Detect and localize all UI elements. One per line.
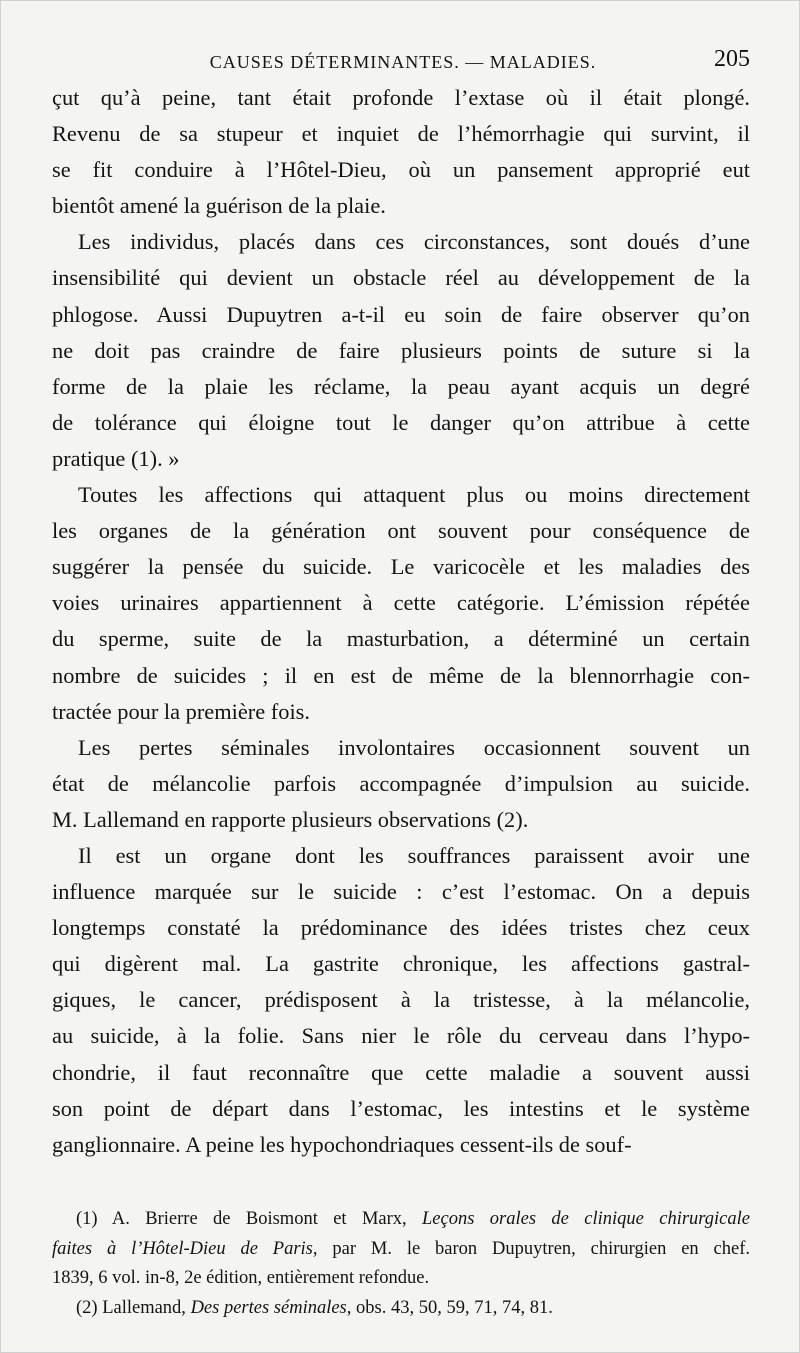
text-line: M. Lallemand en rapporte plusieurs observations (2). <box>52 806 529 832</box>
text-line: Revenu de sa stupeur et inquiet de l’hémorrhagie qui survint, il <box>52 121 750 147</box>
text-line: chondrie, il faut reconnaître que cette maladie a souvent aussi <box>52 1059 750 1085</box>
text-line: ganglionnaire. A peine les hypochondriaques cessent-ils de souf- <box>52 1131 632 1157</box>
text-line: giques, le cancer, prédisposent à la tristesse, à la mélancolie, <box>52 987 750 1013</box>
text-line: çut qu’à peine, tant était profonde l’extase où il était plongé. <box>52 85 750 110</box>
page-number: 205 <box>714 46 750 72</box>
text-line: influence marquée sur le suicide : c’est l’estomac. On a depuis <box>52 879 750 905</box>
footnote-1-line-3: 1839, 6 vol. in-8, 2e édition, entièrement refondue. <box>52 1268 430 1288</box>
text-line: pratique (1). » <box>52 445 180 471</box>
text-line: du sperme, suite de la masturbation, a déterminé un certain <box>52 626 750 652</box>
paragraph <box>52 838 750 1163</box>
paragraph <box>52 477 750 730</box>
paragraph <box>52 80 750 224</box>
text-line: nombre de suicides ; il en est de même de la blennorrhagie con- <box>52 662 750 688</box>
paragraph <box>52 224 750 477</box>
footnotes <box>52 1205 750 1323</box>
text-line: son point de départ dans l’estomac, les intestins et le système <box>52 1095 750 1121</box>
text-line: insensibilité qui devient un obstacle réel au développement de la <box>52 265 750 291</box>
footnote-2: (2) Lallemand, Des pertes séminales, obs. 43, 50, 59, 71, 74, 81. <box>76 1297 553 1318</box>
text-line: suggérer la pensée du suicide. Le varicocèle et les maladies des <box>52 554 750 580</box>
text-line: Toutes les affections qui attaquent plus ou moins directement <box>78 482 750 508</box>
footnote-1-line-2: faites à l’Hôtel-Dieu de Paris, par M. le baron Dupuytren, chirurgien en chef. <box>52 1238 750 1259</box>
text-line: Les pertes séminales involontaires occasionnent souvent un <box>78 734 750 760</box>
text-line: Il est un organe dont les souffrances paraissent avoir une <box>78 842 750 868</box>
text-line: se fit conduire à l’Hôtel-Dieu, où un pansement approprié eut <box>52 157 750 183</box>
text-line: bientôt amené la guérison de la plaie. <box>52 193 386 219</box>
text-line: de tolérance qui éloigne tout le danger qu’on attribue à cette <box>52 409 750 435</box>
text-line: les organes de la génération ont souvent pour conséquence de <box>52 518 750 544</box>
text-line: au suicide, à la folie. Sans nier le rôle du cerveau dans l’hypo- <box>52 1023 750 1049</box>
text-line: phlogose. Aussi Dupuytren a-t-il eu soin de faire observer qu’on <box>52 301 750 327</box>
paragraph <box>52 730 750 838</box>
running-head <box>52 46 754 76</box>
running-head-title: CAUSES DÉTERMINANTES. — MALADIES. <box>209 52 597 72</box>
text-line: Les individus, placés dans ces circonstances, sont doués d’une <box>78 229 750 255</box>
text-line: forme de la plaie les réclame, la peau ayant acquis un degré <box>52 373 750 399</box>
text-line: qui digèrent mal. La gastrite chronique, les affections gastral- <box>52 951 750 977</box>
body-text <box>52 80 750 1163</box>
text-line: voies urinaires appartiennent à cette catégorie. L’émission répétée <box>52 590 750 616</box>
text-line: état de mélancolie parfois accompagnée d’impulsion au suicide. <box>52 770 750 796</box>
footnote-1-line-1: (1) A. Brierre de Boismont et Marx, Leçons orales de clinique chirurgicale <box>76 1209 750 1229</box>
text-line: ne doit pas craindre de faire plusieurs points de suture si la <box>52 337 750 363</box>
text-line: longtemps constaté la prédominance des idées tristes chez ceux <box>52 915 750 941</box>
text-line: tractée pour la première fois. <box>52 698 310 724</box>
